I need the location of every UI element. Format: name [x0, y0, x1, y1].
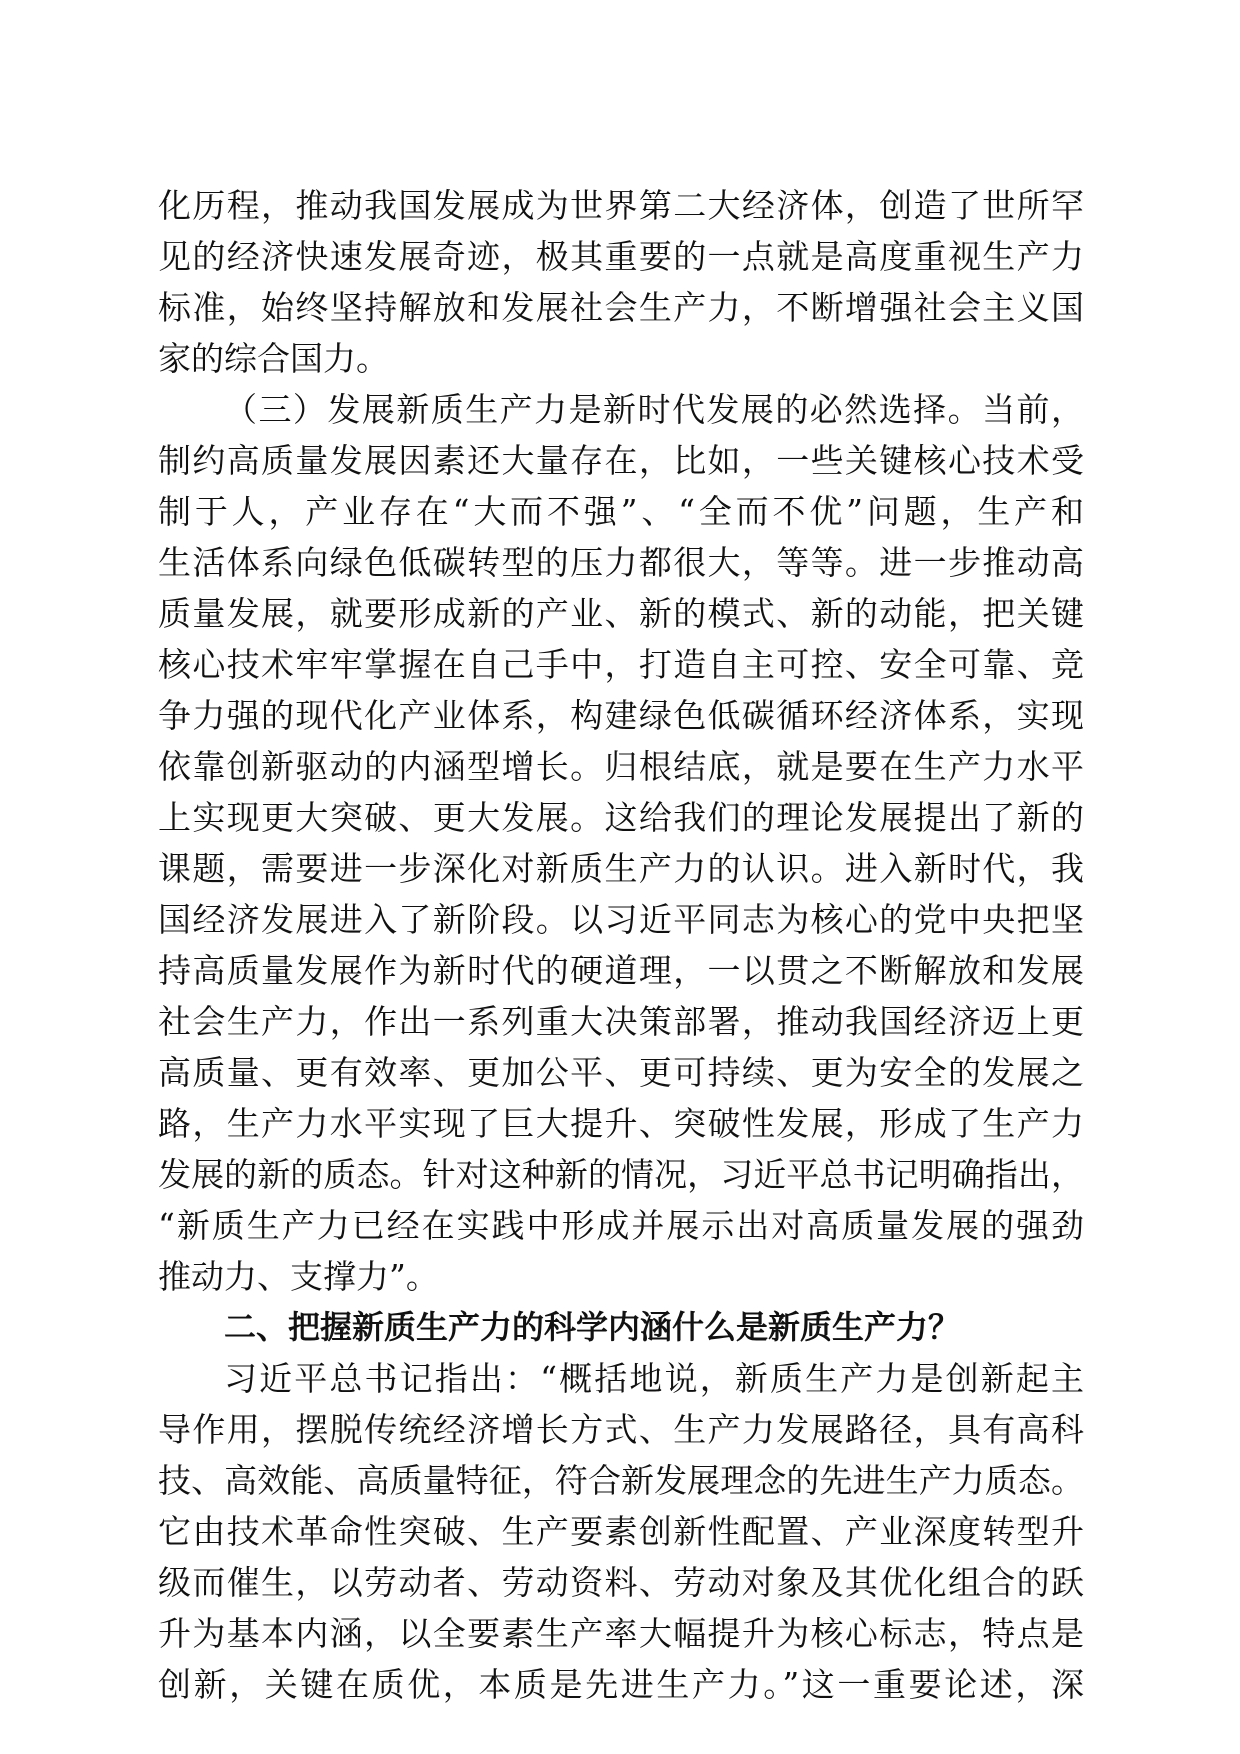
text-line: 升为基本内涵，以全要素生产率大幅提升为核心标志，特点是 [158, 1614, 1084, 1653]
text-line: （三）发展新质生产力是新时代发展的必然选择。当前， [224, 390, 1084, 429]
text-line: 标准，始终坚持解放和发展社会生产力，不断增强社会主义国 [158, 288, 1084, 327]
text-line: 家的综合国力。 [158, 339, 389, 378]
text-line: 课题，需要进一步深化对新质生产力的认识。进入新时代，我 [158, 849, 1084, 888]
text-line: 路，生产力水平实现了巨大提升、突破性发展，形成了生产力 [158, 1104, 1084, 1143]
text-line: 上实现更大突破、更大发展。这给我们的理论发展提出了新的 [158, 798, 1084, 837]
text-line: 级而催生，以劳动者、劳动资料、劳动对象及其优化组合的跃 [158, 1563, 1084, 1602]
text-line: 持高质量发展作为新时代的硬道理，一以贯之不断解放和发展 [158, 951, 1084, 990]
text-line: 生活体系向绿色低碳转型的压力都很大，等等。进一步推动高 [158, 543, 1084, 582]
paragraph-1 [158, 180, 1084, 384]
text-line: 制约高质量发展因素还大量存在，比如，一些关键核心技术受 [158, 441, 1084, 480]
section-heading: 二、把握新质生产力的科学内涵什么是新质生产力？ [224, 1308, 961, 1346]
text-line: 习近平总书记指出：“概括地说，新质生产力是创新起主 [224, 1359, 1084, 1398]
paragraph-3 [158, 1353, 1084, 1710]
text-line: 创新，关键在质优，本质是先进生产力。”这一重要论述，深 [158, 1665, 1084, 1704]
text-line: 社会生产力，作出一系列重大决策部署，推动我国经济迈上更 [158, 1002, 1084, 1041]
text-line: 核心技术牢牢掌握在自己手中，打造自主可控、安全可靠、竞 [158, 645, 1084, 684]
text-line: 导作用，摆脱传统经济增长方式、生产力发展路径，具有高科 [158, 1410, 1084, 1449]
text-line: 国经济发展进入了新阶段。以习近平同志为核心的党中央把坚 [158, 900, 1084, 939]
text-line: “新质生产力已经在实践中形成并展示出对高质量发展的强劲 [158, 1206, 1084, 1245]
text-line: 它由技术革命性突破、生产要素创新性配置、产业深度转型升 [158, 1512, 1084, 1551]
text-line: 推动力、支撑力”。 [158, 1257, 439, 1296]
text-line: 化历程，推动我国发展成为世界第二大经济体，创造了世所罕 [158, 186, 1084, 225]
text-line: 高质量、更有效率、更加公平、更可持续、更为安全的发展之 [158, 1053, 1084, 1092]
paragraph-2 [158, 384, 1084, 1302]
text-line: 见的经济快速发展奇迹，极其重要的一点就是高度重视生产力 [158, 237, 1084, 276]
text-line: 技、高效能、高质量特征，符合新发展理念的先进生产力质态。 [158, 1461, 1084, 1500]
text-line: 依靠创新驱动的内涵型增长。归根结底，就是要在生产力水平 [158, 747, 1084, 786]
document-page [158, 180, 1084, 1710]
text-line: 质量发展，就要形成新的产业、新的模式、新的动能，把关键 [158, 594, 1084, 633]
text-line: 制于人，产业存在“大而不强”、“全而不优”问题，生产和 [158, 492, 1084, 531]
text-line: 争力强的现代化产业体系，构建绿色低碳循环经济体系，实现 [158, 696, 1084, 735]
text-line: 发展的新的质态。针对这种新的情况，习近平总书记明确指出， [158, 1155, 1084, 1194]
